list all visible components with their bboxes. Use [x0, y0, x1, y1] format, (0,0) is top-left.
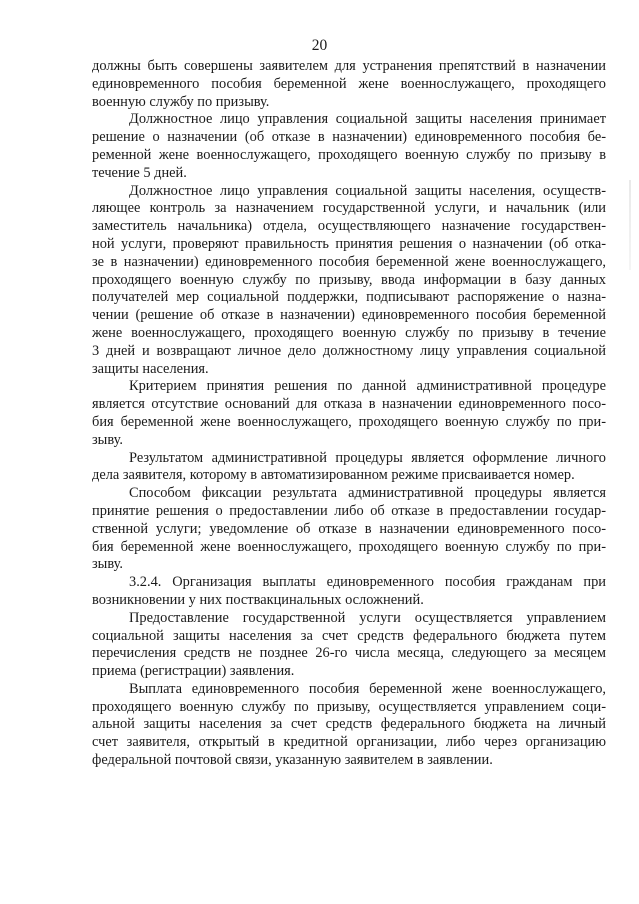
text-line: Результатом административной процедуры является оформление личного	[129, 449, 606, 466]
text-line: возникновении у них поствакцинальных осложнений.	[92, 591, 424, 608]
page-number: 20	[311, 37, 328, 54]
paragraph-continuation	[92, 58, 606, 111]
scan-edge-mark	[629, 180, 631, 270]
text-line: является отсутствие оснований для отказа в назначении единовременного посо-	[92, 396, 606, 413]
paragraph-control-check	[92, 183, 606, 379]
section-heading-3-2-4	[92, 574, 606, 610]
text-line: социальной защиты населения за счет средств федерального бюджета путем	[92, 627, 606, 644]
text-line: бия беременной жене военнослужащего, проходящего военную службу по при-	[92, 538, 606, 555]
text-line: заместитель начальника) отдела, осуществляющего назначение государствен-	[92, 218, 606, 235]
text-line: течение 5 дней.	[92, 164, 187, 181]
text-line: принятие решения о предоставлении либо об отказе в предоставлении государ-	[92, 502, 606, 519]
text-line: зе в назначении) единовременного пособия беременной жене военнослужащего,	[92, 253, 606, 270]
text-line: ной услуги, проверяют правильность принятия решения о назначении (об отка-	[92, 235, 606, 252]
text-line: альной защиты населения за счет средств федерального бюджета на личный	[92, 716, 606, 733]
text-line: проходящего военную службу по призыву, осуществляется управлением соци-	[92, 698, 606, 715]
text-line: перечисления средств не позднее 26-го числа месяца, следующего за месяцем	[92, 645, 606, 662]
text-line: бия беременной жене военнослужащего, проходящего военную службу по при-	[92, 413, 606, 430]
paragraph-fixation	[92, 485, 606, 574]
text-line: Должностное лицо управления социальной защиты населения, осуществ-	[129, 182, 606, 199]
text-line: проходящего военную службу по призыву, ввода информации в базу данных	[92, 271, 606, 288]
text-line: военную службу по призыву.	[92, 93, 270, 110]
text-line: Критерием принятия решения по данной административной процедуре	[129, 378, 606, 395]
paragraph-service-provision	[92, 610, 606, 681]
text-line: 3 дней и возвращают личное дело должностному лицу управления социальной	[92, 342, 606, 359]
text-line: Выплата единовременного пособия беременной жене военнослужащего,	[129, 680, 606, 697]
text-line: единовременного пособия беременной жене военнослужащего, проходящего	[92, 75, 606, 92]
text-line: ременной жене военнослужащего, проходящего военную службу по призыву в	[92, 146, 606, 163]
text-line: федеральной почтовой связи, указанную заявителем в заявлении.	[92, 752, 493, 769]
text-line: ственной услуги; уведомление об отказе в назначении единовременного посо-	[92, 520, 606, 537]
text-line: Предоставление государственной услуги осуществляется управлением	[129, 609, 606, 626]
text-line: Способом фиксации результата административной процедуры является	[129, 485, 606, 502]
text-line: ляющее контроль за назначением государственной услуги, и начальник (или	[92, 200, 606, 217]
text-line: чении (решение об отказе в назначении) единовременного пособия беременной	[92, 307, 606, 324]
text-line: Должностное лицо управления социальной защиты населения принимает	[129, 111, 606, 128]
text-line: жене военнослужащего, проходящего военную службу по призыву в течение	[92, 324, 606, 341]
text-line: зыву.	[92, 556, 124, 573]
text-line: решение о назначении (об отказе в назначении) единовременного пособия бе-	[92, 129, 606, 146]
text-line: приема (регистрации) заявления.	[92, 663, 295, 680]
paragraph-criterion	[92, 378, 606, 449]
text-line: должны быть совершены заявителем для устранения препятствий в назначении	[92, 58, 606, 74]
text-line: получателей мер социальной поддержки, подписывают распоряжение о назна-	[92, 289, 606, 306]
text-line: зыву.	[92, 431, 124, 448]
text-line: счет заявителя, открытый в кредитной организации, либо через организацию	[92, 734, 606, 751]
text-line: 3.2.4. Организация выплаты единовременного пособия гражданам при	[129, 574, 606, 591]
paragraph-result	[92, 450, 606, 486]
document-body	[92, 58, 606, 770]
text-line: дела заявителя, которому в автоматизированном режиме присваивается номер.	[92, 467, 575, 484]
paragraph-payment	[92, 681, 606, 770]
text-line: защиты населения.	[92, 360, 209, 377]
paragraph-decision-officer	[92, 111, 606, 182]
